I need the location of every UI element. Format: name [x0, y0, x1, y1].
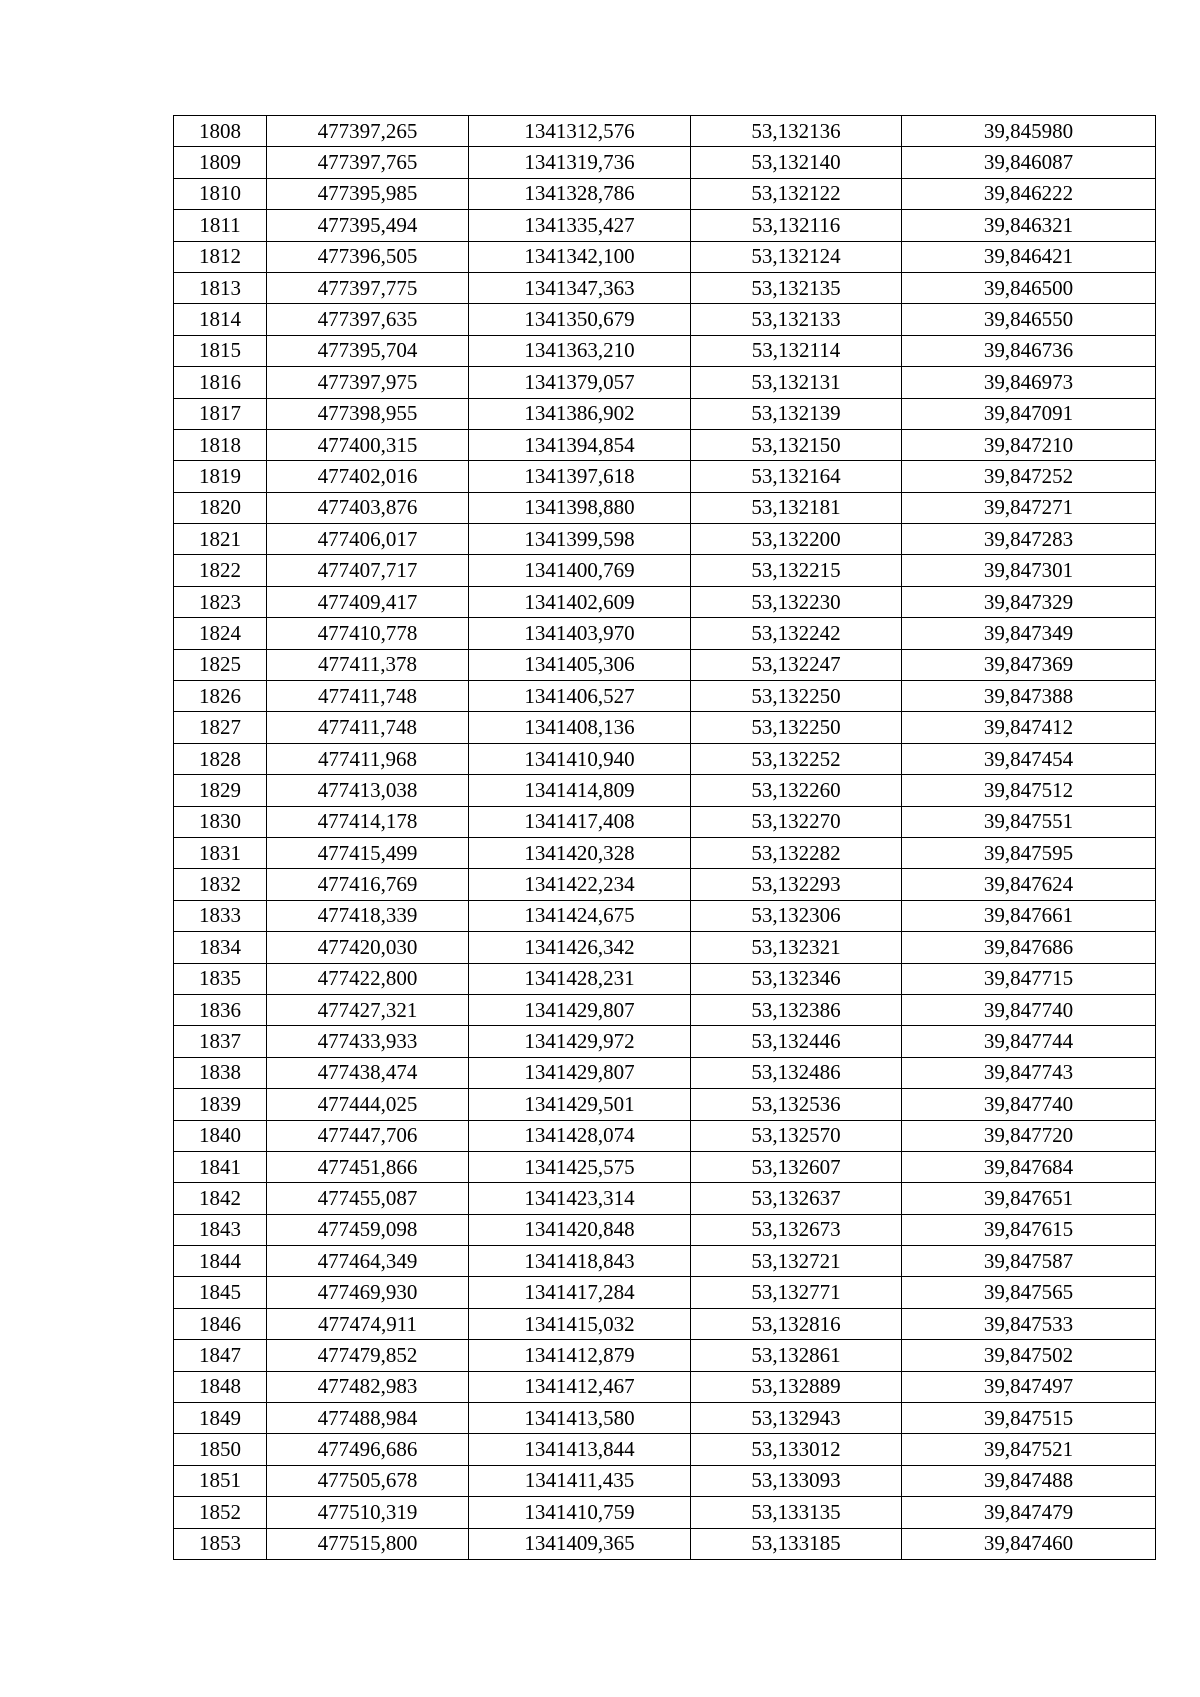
x-coordinate-cell: 477427,321: [267, 994, 469, 1025]
latitude-cell: 53,132293: [691, 869, 902, 900]
longitude-cell: 39,847349: [902, 618, 1156, 649]
point-number-cell: 1828: [174, 743, 267, 774]
y-coordinate-cell: 1341412,467: [469, 1371, 691, 1402]
x-coordinate-cell: 477400,315: [267, 429, 469, 460]
point-number-cell: 1817: [174, 398, 267, 429]
longitude-cell: 39,846421: [902, 241, 1156, 272]
latitude-cell: 53,132771: [691, 1277, 902, 1308]
longitude-cell: 39,847329: [902, 586, 1156, 617]
x-coordinate-cell: 477474,911: [267, 1308, 469, 1339]
latitude-cell: 53,132282: [691, 837, 902, 868]
y-coordinate-cell: 1341398,880: [469, 492, 691, 523]
latitude-cell: 53,132260: [691, 775, 902, 806]
point-number-cell: 1850: [174, 1434, 267, 1465]
x-coordinate-cell: 477464,349: [267, 1246, 469, 1277]
latitude-cell: 53,132150: [691, 429, 902, 460]
latitude-cell: 53,132570: [691, 1120, 902, 1151]
point-number-cell: 1853: [174, 1528, 267, 1559]
y-coordinate-cell: 1341417,408: [469, 806, 691, 837]
x-coordinate-cell: 477411,378: [267, 649, 469, 680]
point-number-cell: 1827: [174, 712, 267, 743]
table-row: [174, 1277, 1156, 1308]
table-row: [174, 806, 1156, 837]
x-coordinate-cell: 477496,686: [267, 1434, 469, 1465]
longitude-cell: 39,847479: [902, 1497, 1156, 1528]
y-coordinate-cell: 1341425,575: [469, 1151, 691, 1182]
table-row: [174, 649, 1156, 680]
table-row: [174, 147, 1156, 178]
latitude-cell: 53,132386: [691, 994, 902, 1025]
x-coordinate-cell: 477420,030: [267, 932, 469, 963]
longitude-cell: 39,847252: [902, 461, 1156, 492]
x-coordinate-cell: 477395,985: [267, 178, 469, 209]
latitude-cell: 53,132346: [691, 963, 902, 994]
y-coordinate-cell: 1341423,314: [469, 1183, 691, 1214]
longitude-cell: 39,846222: [902, 178, 1156, 209]
latitude-cell: 53,132122: [691, 178, 902, 209]
x-coordinate-cell: 477455,087: [267, 1183, 469, 1214]
longitude-cell: 39,846736: [902, 335, 1156, 366]
x-coordinate-cell: 477411,748: [267, 712, 469, 743]
y-coordinate-cell: 1341422,234: [469, 869, 691, 900]
point-number-cell: 1824: [174, 618, 267, 649]
longitude-cell: 39,847615: [902, 1214, 1156, 1245]
y-coordinate-cell: 1341347,363: [469, 272, 691, 303]
longitude-cell: 39,847460: [902, 1528, 1156, 1559]
latitude-cell: 53,133185: [691, 1528, 902, 1559]
table-row: [174, 1089, 1156, 1120]
longitude-cell: 39,847565: [902, 1277, 1156, 1308]
y-coordinate-cell: 1341386,902: [469, 398, 691, 429]
x-coordinate-cell: 477482,983: [267, 1371, 469, 1402]
point-number-cell: 1845: [174, 1277, 267, 1308]
table-row: [174, 1403, 1156, 1434]
table-row: [174, 1214, 1156, 1245]
point-number-cell: 1840: [174, 1120, 267, 1151]
y-coordinate-cell: 1341405,306: [469, 649, 691, 680]
point-number-cell: 1820: [174, 492, 267, 523]
longitude-cell: 39,847488: [902, 1465, 1156, 1496]
latitude-cell: 53,132861: [691, 1340, 902, 1371]
longitude-cell: 39,847740: [902, 1089, 1156, 1120]
point-number-cell: 1822: [174, 555, 267, 586]
latitude-cell: 53,132247: [691, 649, 902, 680]
latitude-cell: 53,132215: [691, 555, 902, 586]
point-number-cell: 1830: [174, 806, 267, 837]
point-number-cell: 1818: [174, 429, 267, 460]
y-coordinate-cell: 1341400,769: [469, 555, 691, 586]
longitude-cell: 39,847740: [902, 994, 1156, 1025]
table-row: [174, 398, 1156, 429]
table-row: [174, 492, 1156, 523]
point-number-cell: 1816: [174, 367, 267, 398]
y-coordinate-cell: 1341410,940: [469, 743, 691, 774]
x-coordinate-cell: 477410,778: [267, 618, 469, 649]
table-row: [174, 712, 1156, 743]
table-row: [174, 837, 1156, 868]
latitude-cell: 53,132200: [691, 524, 902, 555]
y-coordinate-cell: 1341319,736: [469, 147, 691, 178]
point-number-cell: 1843: [174, 1214, 267, 1245]
table-row: [174, 932, 1156, 963]
coordinates-table-body: [174, 116, 1156, 1560]
point-number-cell: 1832: [174, 869, 267, 900]
longitude-cell: 39,847587: [902, 1246, 1156, 1277]
table-row: [174, 1308, 1156, 1339]
table-row: [174, 963, 1156, 994]
table-row: [174, 524, 1156, 555]
latitude-cell: 53,132637: [691, 1183, 902, 1214]
table-row: [174, 1026, 1156, 1057]
x-coordinate-cell: 477416,769: [267, 869, 469, 900]
latitude-cell: 53,132135: [691, 272, 902, 303]
x-coordinate-cell: 477433,933: [267, 1026, 469, 1057]
y-coordinate-cell: 1341410,759: [469, 1497, 691, 1528]
latitude-cell: 53,132116: [691, 210, 902, 241]
point-number-cell: 1811: [174, 210, 267, 241]
x-coordinate-cell: 477409,417: [267, 586, 469, 617]
latitude-cell: 53,132164: [691, 461, 902, 492]
latitude-cell: 53,133093: [691, 1465, 902, 1496]
y-coordinate-cell: 1341409,365: [469, 1528, 691, 1559]
y-coordinate-cell: 1341420,328: [469, 837, 691, 868]
x-coordinate-cell: 477505,678: [267, 1465, 469, 1496]
table-row: [174, 743, 1156, 774]
latitude-cell: 53,132306: [691, 900, 902, 931]
table-row: [174, 1057, 1156, 1088]
longitude-cell: 39,846550: [902, 304, 1156, 335]
table-row: [174, 1528, 1156, 1559]
x-coordinate-cell: 477459,098: [267, 1214, 469, 1245]
y-coordinate-cell: 1341408,136: [469, 712, 691, 743]
y-coordinate-cell: 1341397,618: [469, 461, 691, 492]
x-coordinate-cell: 477444,025: [267, 1089, 469, 1120]
longitude-cell: 39,846973: [902, 367, 1156, 398]
latitude-cell: 53,132889: [691, 1371, 902, 1402]
longitude-cell: 39,847715: [902, 963, 1156, 994]
latitude-cell: 53,132124: [691, 241, 902, 272]
point-number-cell: 1831: [174, 837, 267, 868]
y-coordinate-cell: 1341429,972: [469, 1026, 691, 1057]
latitude-cell: 53,132252: [691, 743, 902, 774]
x-coordinate-cell: 477438,474: [267, 1057, 469, 1088]
table-row: [174, 869, 1156, 900]
latitude-cell: 53,132486: [691, 1057, 902, 1088]
x-coordinate-cell: 477451,866: [267, 1151, 469, 1182]
longitude-cell: 39,847624: [902, 869, 1156, 900]
y-coordinate-cell: 1341428,231: [469, 963, 691, 994]
table-row: [174, 1120, 1156, 1151]
y-coordinate-cell: 1341413,580: [469, 1403, 691, 1434]
latitude-cell: 53,132270: [691, 806, 902, 837]
point-number-cell: 1835: [174, 963, 267, 994]
y-coordinate-cell: 1341415,032: [469, 1308, 691, 1339]
table-row: [174, 1183, 1156, 1214]
point-number-cell: 1808: [174, 116, 267, 147]
latitude-cell: 53,132114: [691, 335, 902, 366]
longitude-cell: 39,847210: [902, 429, 1156, 460]
table-row: [174, 367, 1156, 398]
latitude-cell: 53,132721: [691, 1246, 902, 1277]
table-row: [174, 1465, 1156, 1496]
longitude-cell: 39,847283: [902, 524, 1156, 555]
table-row: [174, 994, 1156, 1025]
point-number-cell: 1839: [174, 1089, 267, 1120]
point-number-cell: 1834: [174, 932, 267, 963]
point-number-cell: 1836: [174, 994, 267, 1025]
x-coordinate-cell: 477515,800: [267, 1528, 469, 1559]
longitude-cell: 39,847091: [902, 398, 1156, 429]
table-row: [174, 210, 1156, 241]
longitude-cell: 39,847515: [902, 1403, 1156, 1434]
table-row: [174, 304, 1156, 335]
y-coordinate-cell: 1341424,675: [469, 900, 691, 931]
y-coordinate-cell: 1341335,427: [469, 210, 691, 241]
longitude-cell: 39,846500: [902, 272, 1156, 303]
point-number-cell: 1849: [174, 1403, 267, 1434]
x-coordinate-cell: 477403,876: [267, 492, 469, 523]
x-coordinate-cell: 477418,339: [267, 900, 469, 931]
latitude-cell: 53,132446: [691, 1026, 902, 1057]
point-number-cell: 1837: [174, 1026, 267, 1057]
point-number-cell: 1848: [174, 1371, 267, 1402]
longitude-cell: 39,847454: [902, 743, 1156, 774]
table-row: [174, 586, 1156, 617]
latitude-cell: 53,133012: [691, 1434, 902, 1465]
x-coordinate-cell: 477397,765: [267, 147, 469, 178]
table-row: [174, 461, 1156, 492]
longitude-cell: 39,847497: [902, 1371, 1156, 1402]
longitude-cell: 39,847720: [902, 1120, 1156, 1151]
y-coordinate-cell: 1341350,679: [469, 304, 691, 335]
longitude-cell: 39,845980: [902, 116, 1156, 147]
latitude-cell: 53,132250: [691, 681, 902, 712]
x-coordinate-cell: 477447,706: [267, 1120, 469, 1151]
longitude-cell: 39,846087: [902, 147, 1156, 178]
table-row: [174, 555, 1156, 586]
latitude-cell: 53,132943: [691, 1403, 902, 1434]
point-number-cell: 1847: [174, 1340, 267, 1371]
x-coordinate-cell: 477413,038: [267, 775, 469, 806]
longitude-cell: 39,847651: [902, 1183, 1156, 1214]
point-number-cell: 1846: [174, 1308, 267, 1339]
y-coordinate-cell: 1341418,843: [469, 1246, 691, 1277]
point-number-cell: 1841: [174, 1151, 267, 1182]
x-coordinate-cell: 477402,016: [267, 461, 469, 492]
point-number-cell: 1833: [174, 900, 267, 931]
point-number-cell: 1851: [174, 1465, 267, 1496]
longitude-cell: 39,847744: [902, 1026, 1156, 1057]
longitude-cell: 39,847551: [902, 806, 1156, 837]
y-coordinate-cell: 1341402,609: [469, 586, 691, 617]
longitude-cell: 39,847412: [902, 712, 1156, 743]
table-row: [174, 900, 1156, 931]
y-coordinate-cell: 1341417,284: [469, 1277, 691, 1308]
y-coordinate-cell: 1341426,342: [469, 932, 691, 963]
y-coordinate-cell: 1341429,807: [469, 994, 691, 1025]
longitude-cell: 39,847388: [902, 681, 1156, 712]
x-coordinate-cell: 477411,968: [267, 743, 469, 774]
point-number-cell: 1826: [174, 681, 267, 712]
table-row: [174, 1371, 1156, 1402]
x-coordinate-cell: 477395,494: [267, 210, 469, 241]
latitude-cell: 53,132536: [691, 1089, 902, 1120]
x-coordinate-cell: 477397,635: [267, 304, 469, 335]
latitude-cell: 53,132139: [691, 398, 902, 429]
table-row: [174, 681, 1156, 712]
table-row: [174, 335, 1156, 366]
table-row: [174, 1497, 1156, 1528]
latitude-cell: 53,132136: [691, 116, 902, 147]
longitude-cell: 39,847369: [902, 649, 1156, 680]
longitude-cell: 39,846321: [902, 210, 1156, 241]
point-number-cell: 1838: [174, 1057, 267, 1088]
point-number-cell: 1810: [174, 178, 267, 209]
table-row: [174, 1340, 1156, 1371]
latitude-cell: 53,132250: [691, 712, 902, 743]
y-coordinate-cell: 1341342,100: [469, 241, 691, 272]
longitude-cell: 39,847661: [902, 900, 1156, 931]
x-coordinate-cell: 477406,017: [267, 524, 469, 555]
latitude-cell: 53,132321: [691, 932, 902, 963]
y-coordinate-cell: 1341399,598: [469, 524, 691, 555]
y-coordinate-cell: 1341412,879: [469, 1340, 691, 1371]
y-coordinate-cell: 1341406,527: [469, 681, 691, 712]
point-number-cell: 1814: [174, 304, 267, 335]
point-number-cell: 1825: [174, 649, 267, 680]
table-row: [174, 618, 1156, 649]
x-coordinate-cell: 477411,748: [267, 681, 469, 712]
x-coordinate-cell: 477469,930: [267, 1277, 469, 1308]
table-row: [174, 429, 1156, 460]
point-number-cell: 1813: [174, 272, 267, 303]
y-coordinate-cell: 1341414,809: [469, 775, 691, 806]
y-coordinate-cell: 1341403,970: [469, 618, 691, 649]
x-coordinate-cell: 477422,800: [267, 963, 469, 994]
x-coordinate-cell: 477397,775: [267, 272, 469, 303]
longitude-cell: 39,847271: [902, 492, 1156, 523]
latitude-cell: 53,132607: [691, 1151, 902, 1182]
y-coordinate-cell: 1341379,057: [469, 367, 691, 398]
point-number-cell: 1819: [174, 461, 267, 492]
table-row: [174, 1151, 1156, 1182]
longitude-cell: 39,847301: [902, 555, 1156, 586]
point-number-cell: 1815: [174, 335, 267, 366]
x-coordinate-cell: 477395,704: [267, 335, 469, 366]
table-row: [174, 178, 1156, 209]
table-row: [174, 116, 1156, 147]
point-number-cell: 1852: [174, 1497, 267, 1528]
y-coordinate-cell: 1341429,807: [469, 1057, 691, 1088]
y-coordinate-cell: 1341429,501: [469, 1089, 691, 1120]
x-coordinate-cell: 477407,717: [267, 555, 469, 586]
y-coordinate-cell: 1341394,854: [469, 429, 691, 460]
y-coordinate-cell: 1341428,074: [469, 1120, 691, 1151]
y-coordinate-cell: 1341312,576: [469, 116, 691, 147]
point-number-cell: 1821: [174, 524, 267, 555]
latitude-cell: 53,132242: [691, 618, 902, 649]
longitude-cell: 39,847686: [902, 932, 1156, 963]
latitude-cell: 53,132131: [691, 367, 902, 398]
x-coordinate-cell: 477397,265: [267, 116, 469, 147]
longitude-cell: 39,847502: [902, 1340, 1156, 1371]
longitude-cell: 39,847533: [902, 1308, 1156, 1339]
point-number-cell: 1809: [174, 147, 267, 178]
table-row: [174, 1434, 1156, 1465]
x-coordinate-cell: 477488,984: [267, 1403, 469, 1434]
latitude-cell: 53,132816: [691, 1308, 902, 1339]
latitude-cell: 53,133135: [691, 1497, 902, 1528]
table-row: [174, 775, 1156, 806]
longitude-cell: 39,847521: [902, 1434, 1156, 1465]
x-coordinate-cell: 477397,975: [267, 367, 469, 398]
y-coordinate-cell: 1341420,848: [469, 1214, 691, 1245]
x-coordinate-cell: 477414,178: [267, 806, 469, 837]
latitude-cell: 53,132230: [691, 586, 902, 617]
longitude-cell: 39,847743: [902, 1057, 1156, 1088]
table-row: [174, 241, 1156, 272]
latitude-cell: 53,132133: [691, 304, 902, 335]
x-coordinate-cell: 477415,499: [267, 837, 469, 868]
latitude-cell: 53,132181: [691, 492, 902, 523]
point-number-cell: 1823: [174, 586, 267, 617]
x-coordinate-cell: 477510,319: [267, 1497, 469, 1528]
longitude-cell: 39,847684: [902, 1151, 1156, 1182]
table-row: [174, 272, 1156, 303]
x-coordinate-cell: 477396,505: [267, 241, 469, 272]
y-coordinate-cell: 1341328,786: [469, 178, 691, 209]
point-number-cell: 1844: [174, 1246, 267, 1277]
latitude-cell: 53,132140: [691, 147, 902, 178]
y-coordinate-cell: 1341411,435: [469, 1465, 691, 1496]
latitude-cell: 53,132673: [691, 1214, 902, 1245]
x-coordinate-cell: 477479,852: [267, 1340, 469, 1371]
y-coordinate-cell: 1341363,210: [469, 335, 691, 366]
x-coordinate-cell: 477398,955: [267, 398, 469, 429]
point-number-cell: 1812: [174, 241, 267, 272]
table-row: [174, 1246, 1156, 1277]
y-coordinate-cell: 1341413,844: [469, 1434, 691, 1465]
coordinates-table: [173, 115, 1156, 1560]
point-number-cell: 1829: [174, 775, 267, 806]
point-number-cell: 1842: [174, 1183, 267, 1214]
longitude-cell: 39,847512: [902, 775, 1156, 806]
longitude-cell: 39,847595: [902, 837, 1156, 868]
